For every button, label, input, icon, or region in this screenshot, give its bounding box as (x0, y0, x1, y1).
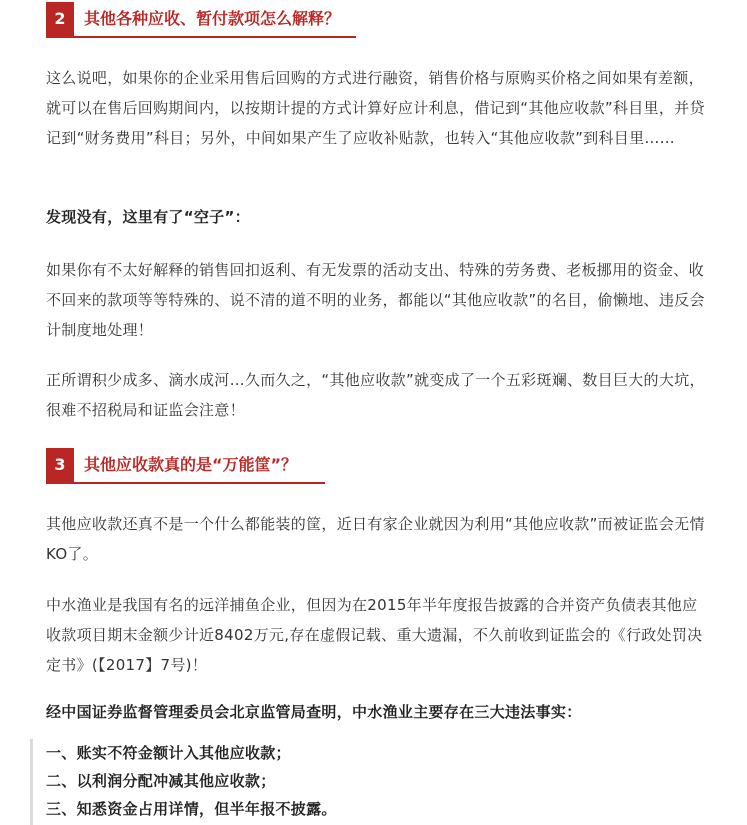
section-heading-3 (46, 448, 325, 484)
section-number-badge: 2 (46, 2, 74, 36)
list-item: 二、以利润分配冲减其他应收款； (46, 772, 276, 790)
section-number-badge: 3 (46, 448, 74, 482)
paragraph-loophole-lead: 发现没有，这里有了“空子”： (46, 208, 250, 226)
paragraph-not-universal: 其他应收款还真不是一个什么都能装的筐，近日有家企业就因为利用“其他应收款”而被证监会无情KO了。 (46, 515, 705, 563)
section-title: 其他各种应收、暂付款项怎么解释？ (84, 9, 341, 28)
section-heading-2 (46, 2, 356, 38)
section-title: 其他应收款真的是“万能筐”？ (84, 455, 298, 474)
paragraph-accumulation: 正所谓积少成多、滴水成河…久而久之，“其他应收款”就变成了一个五彩斑斓、数目巨大的大坑，很难不招税局和证监会注意！ (46, 371, 705, 419)
paragraph-findings-lead: 经中国证券监督管理委员会北京监管局查明，中水渔业主要存在三大违法事实： (46, 703, 582, 721)
list-item: 三、知悉资金占用详情，但半年报不披露。 (46, 800, 337, 818)
violation-facts-list (30, 739, 730, 825)
paragraph-case-study: 中水渔业是我国有名的远洋捕鱼企业，但因为在2015年半年度报告披露的合并资产负债表其他应收款项目期末金额少计近8402万元,存在虚假记载、重大遗漏，不久前收到证监会的《行政处罚决定书》(【2017】7号)！ (46, 596, 703, 674)
paragraph-sale-leaseback: 这么说吧，如果你的企业采用售后回购的方式进行融资，销售价格与原购买价格之间如果有差额，就可以在售后回购期间内，以按期计提的方式计算好应计利息，借记到“其他应收款”科目里，并贷记到“财务费用”科目；另外，中间如果产生了应收补贴款，也转入“其他应收款”到科目里…… (46, 69, 705, 147)
list-item: 一、账实不符金额计入其他应收款； (46, 744, 291, 762)
paragraph-loophole-detail: 如果你有不太好解释的销售回扣返利、有无发票的活动支出、特殊的劳务费、老板挪用的资金、收不回来的款项等等特殊的、说不清的道不明的业务，都能以“其他应收款”的名目，偷懒地、违反会计制度地处理！ (46, 261, 705, 339)
